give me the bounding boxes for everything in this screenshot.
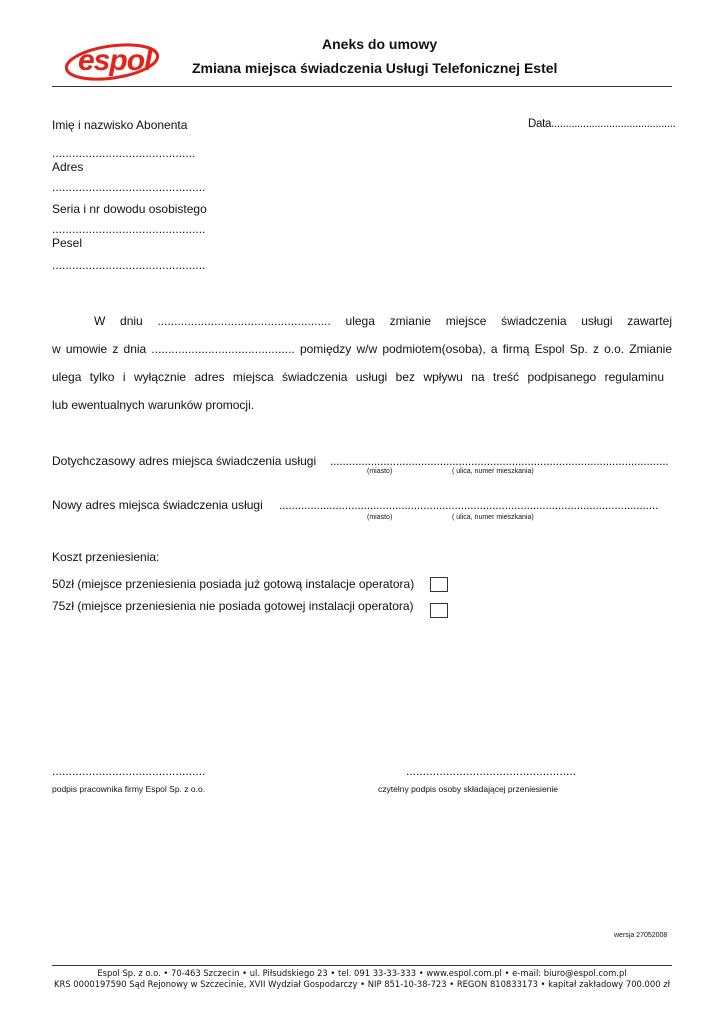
paragraph-word: zmianie bbox=[389, 314, 431, 328]
name-label: Imię i nazwisko Abonenta bbox=[52, 118, 188, 132]
cost-label: Koszt przeniesienia: bbox=[52, 550, 160, 564]
cost-option-50-checkbox[interactable] bbox=[430, 577, 448, 592]
employee-signature-label: podpis pracownika firmy Espol Sp. z o.o. bbox=[52, 784, 206, 794]
id-field[interactable]: .............................................. bbox=[52, 222, 206, 236]
paragraph-date-field[interactable]: .................................................... bbox=[157, 314, 331, 328]
old-address-label: Dotychczasowy adres miejsca świadczenia usługi bbox=[52, 454, 317, 468]
pesel-label: Pesel bbox=[52, 236, 83, 250]
address-field[interactable]: .............................................. bbox=[52, 180, 206, 194]
employee-signature-field[interactable]: .............................................. bbox=[52, 764, 206, 778]
paragraph-line-2: w umowie z dnia ........................................... pomiędzy w/w podmiotem(osoba), a firmą Espol Sp. z o.o. Zmianie bbox=[52, 342, 672, 356]
footer-line-1: Espol Sp. z o.o. • 70-463 Szczecin • ul. Piłsudskiego 23 • tel. 091 33-33-333 • www.espol.com.pl • e-mail: biuro@espol.com.pl bbox=[97, 968, 627, 978]
cost-option-50: 50zł (miejsce przeniesienia posiada już gotową instalacje operatora) bbox=[52, 577, 415, 591]
version-label: wersja 27052008 bbox=[614, 932, 668, 939]
paragraph-word: zawartej bbox=[627, 314, 672, 328]
old-address-field[interactable]: ............................................................................................................ bbox=[330, 454, 669, 468]
footer-line-2: KRS 0000197590 Sąd Rejonowy w Szczecinie, XVII Wydział Gospodarczy • NIP 851-10-38-723 • REGON 810833173 • kapitał zakładowy 700.000 zł bbox=[54, 979, 670, 989]
applicant-signature-field[interactable]: ................................................... bbox=[406, 764, 577, 778]
applicant-signature-label: czytelny podpis osoby składającej przeniesienie bbox=[378, 784, 559, 794]
paragraph-word: świadczenia bbox=[501, 314, 567, 328]
logo-text: espol bbox=[78, 44, 152, 77]
paragraph-line-1 bbox=[94, 314, 672, 328]
new-city-hint: (miasto) bbox=[367, 514, 393, 521]
old-city-hint: (miasto) bbox=[367, 468, 393, 475]
document-title: Aneks do umowy bbox=[322, 36, 438, 52]
pesel-field[interactable]: .............................................. bbox=[52, 258, 206, 272]
cost-option-75-checkbox[interactable] bbox=[430, 603, 448, 618]
old-street-hint: ( ulica, numer mieszkania) bbox=[452, 468, 534, 475]
date-field[interactable]: Data........................................... bbox=[528, 118, 676, 130]
footer-divider bbox=[52, 965, 672, 966]
id-label: Seria i nr dowodu osobistego bbox=[52, 202, 207, 216]
cost-option-75: 75zł (miejsce przeniesienia nie posiada gotowej instalacji operatora) bbox=[52, 599, 414, 613]
address-label: Adres bbox=[52, 160, 84, 174]
paragraph-word: miejsce bbox=[445, 314, 487, 328]
new-street-hint: ( ulica, numer mieszkania) bbox=[452, 514, 534, 521]
paragraph-line-3: ulega tylko i wyłącznie adres miejsca świadczenia usługi bez wpływu na treść podpisanego regulaminu bbox=[52, 370, 664, 384]
paragraph-word: ulega bbox=[345, 314, 375, 328]
header-divider bbox=[52, 86, 672, 87]
paragraph-word: usługi bbox=[581, 314, 613, 328]
new-address-field[interactable]: ......................................................................................................................... bbox=[279, 498, 659, 512]
name-field[interactable]: ........................................... bbox=[52, 146, 196, 160]
new-address-label: Nowy adres miejsca świadczenia usługi bbox=[52, 498, 263, 512]
espol-logo bbox=[62, 38, 172, 82]
paragraph-line-4: lub ewentualnych warunków promocji. bbox=[52, 398, 255, 412]
paragraph-word: dniu bbox=[120, 314, 143, 328]
document-subtitle: Zmiana miejsca świadczenia Usługi Telefonicznej Estel bbox=[192, 60, 558, 76]
paragraph-word: W bbox=[94, 314, 106, 328]
